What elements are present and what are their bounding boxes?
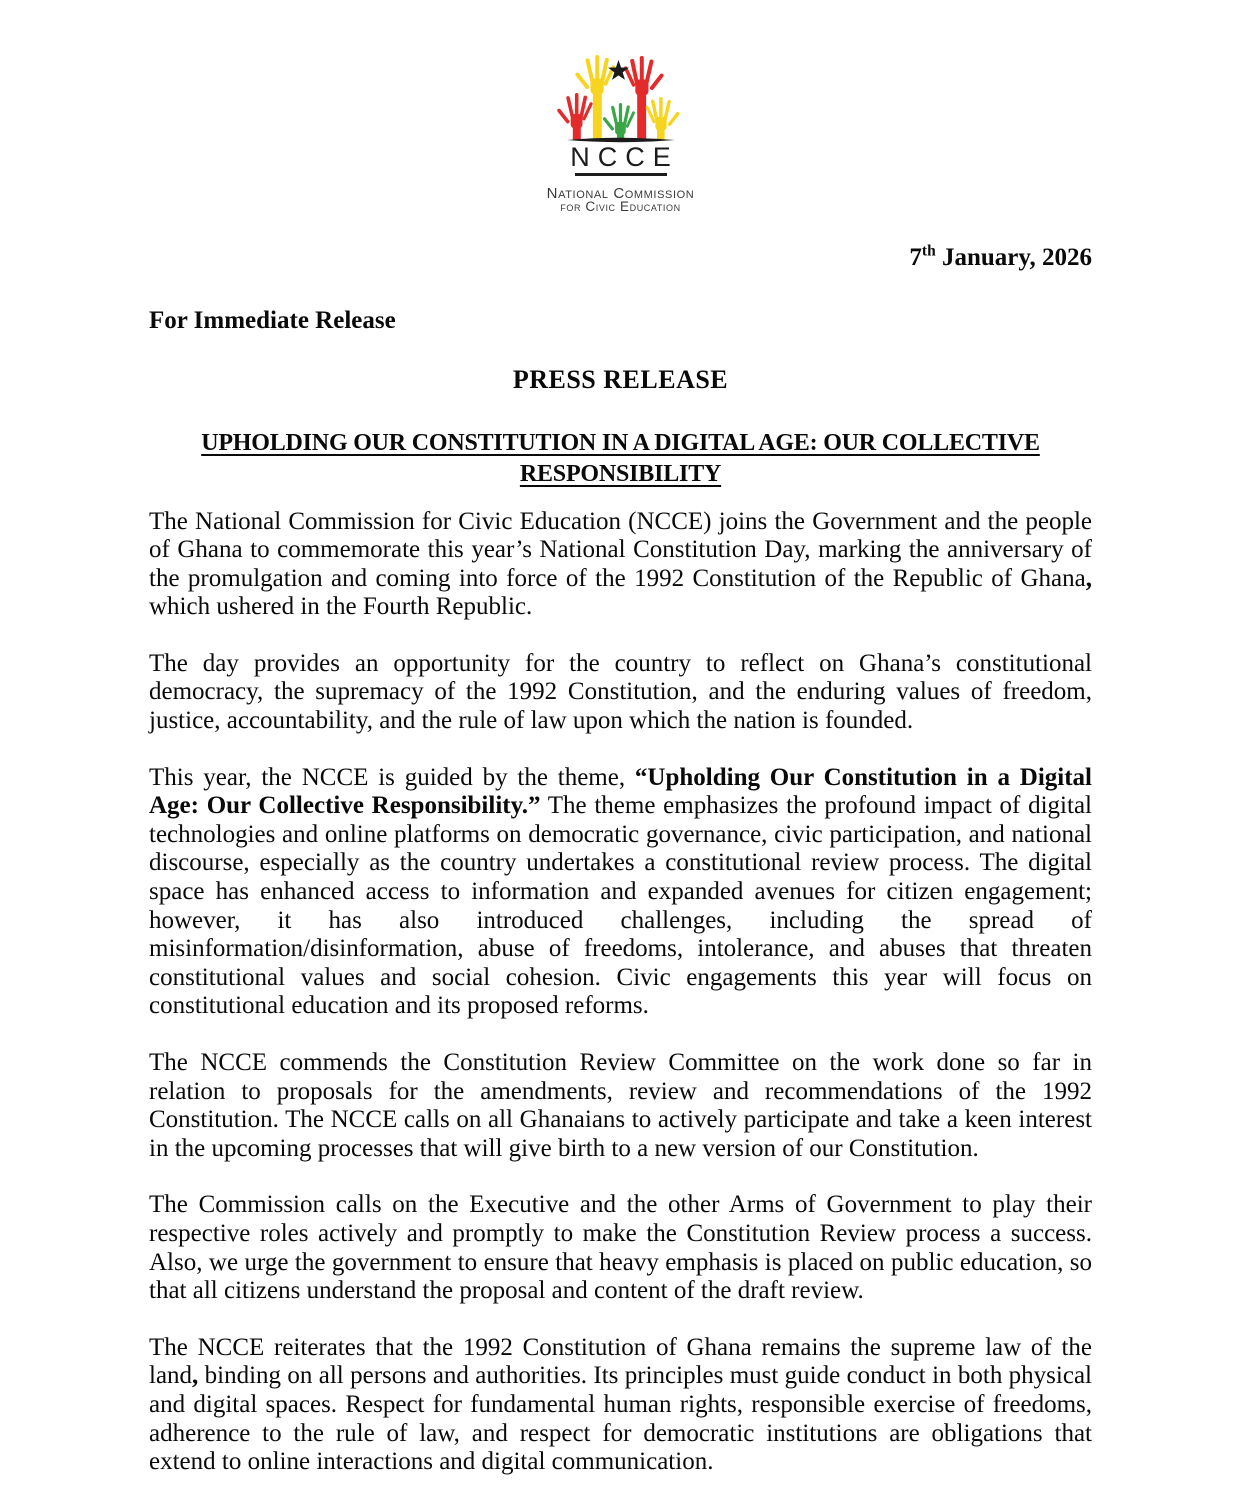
headline-line1: UPHOLDING OUR CONSTITUTION IN A DIGITAL AGE: OUR COLLECTIVE — [201, 429, 1040, 456]
release-label: For Immediate Release — [149, 306, 396, 334]
paragraph-2: The day provides an opportunity for the country to reflect on Ghana’s constitutional democracy, the supremacy of the 1992 Constitution, and the enduring values of freedom, justice, accountability, and the rule of law upon which the nation is founded. — [149, 649, 1092, 735]
paragraph-1: The National Commission for Civic Education (NCCE) joins the Government and the people of Ghana to commemorate this year’s National Constitution Day, marking the anniversary of the promulgation and coming into force of the 1992 Constitution of the Republic of Ghana, which ushered in the Fourth Republic. — [149, 507, 1092, 621]
headline-line2: RESPONSIBILITY — [519, 460, 722, 487]
date — [149, 243, 1092, 272]
small-red-hand — [556, 93, 593, 144]
paragraph-6: The NCCE reiterates that the 1992 Constitution of Ghana remains the supreme law of the land, binding on all persons and authorities. Its principles must guide conduct in both physical and digital spaces. Respect for fundamental human rights, responsible exercise of freedoms, adherence to the rule of law, and respect for democratic institutions are obligations that extend to online interactions and digital communication. — [149, 1333, 1092, 1476]
org-name-line2: for Civic Education — [560, 198, 681, 214]
logo-divider — [575, 173, 667, 176]
raised-hands-logo-icon — [556, 52, 686, 144]
org-name-line1: National Commission — [546, 184, 695, 202]
ncce-logo — [149, 0, 1092, 213]
ncce-acronym: NCCE — [570, 142, 679, 172]
paragraph-4: The NCCE commends the Constitution Review Committee on the work done so far in relation to proposals for the amendments, review and recommendations of the 1992 Constitution. The NCCE calls on all Ghanaians to actively participate and take a keen interest in the upcoming processes that will give birth to a new version of our Constitution. — [149, 1049, 1092, 1162]
black-star-icon — [608, 60, 629, 80]
date-day: 7 — [909, 243, 922, 271]
paragraph-5: The Commission calls on the Executive and the other Arms of Government to play their respective roles actively and promptly to make the Constitution Review process a success. Also, we urge the government to ensure that heavy emphasis is placed on public education, so that all citizens understand the proposal and content of the draft review. — [149, 1191, 1092, 1305]
headline — [149, 428, 1092, 490]
small-yellow-hand — [645, 97, 680, 144]
date-rest: January, 2026 — [935, 243, 1092, 271]
date-ordinal-suffix: th — [921, 242, 936, 260]
paragraph-3: This year, the NCCE is guided by the theme, “Upholding Our Constitution in a Digital Age: Our Collective Responsibility.” The theme emphasizes the profound impact of digital technologies and online platforms on democratic governance, civic participation, and national discourse, especially as the country undertakes a constitutional review process. The digital space has enhanced access to information and expanded avenues for citizen engagement; however, it has also introduced challenges, including the spread of misinformation/disinformation, abuse of freedoms, intolerance, and abuses that threaten constitutional values and social cohesion. Civic engagements this year will focus on constitutional education and its proposed reforms. — [149, 763, 1092, 1020]
press-release-title: PRESS RELEASE — [512, 364, 729, 394]
